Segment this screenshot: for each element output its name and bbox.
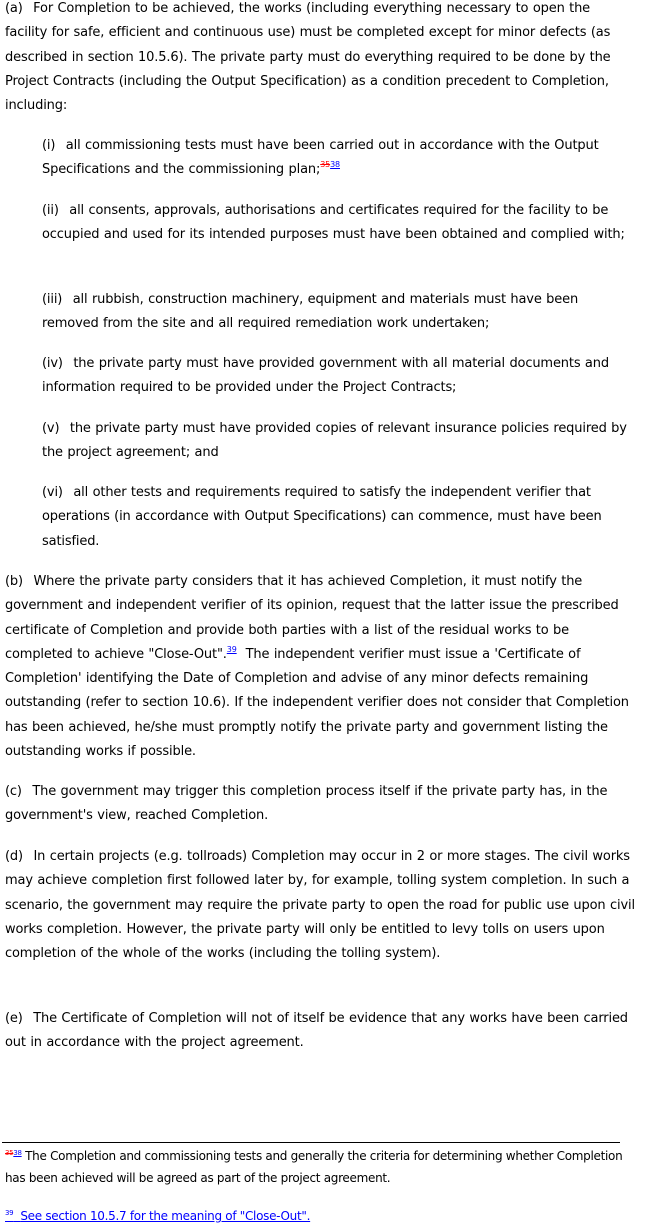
item-label: (v) [42,421,60,436]
paragraph-text: The government may trigger this completion process itself if the private party has, in the government's view, reached Completion. [5,784,608,824]
list-item-vi [42,481,637,554]
paragraph-a [5,0,635,118]
paragraph-text: In certain projects (e.g. tollroads) Completion may occur in 2 or more stages. The civil works may achieve completion first followed later by, for example, tolling system completion. In such a scenario, the government may require the private party to open the road for public use upon civil works completion. However, the private party will only be entitled to levy tolls on users upon completion of the whole of the works (including the tolling system). [5,849,635,962]
footnote-ref [320,160,340,169]
footnote-text: See section 10.5.7 for the meaning of "Close-Out". [20,1209,311,1223]
footnote-ref-link[interactable]: 38 [330,160,340,170]
paragraph-label: (d) [5,849,23,864]
footnote-text: The Completion and commissioning tests and generally the criteria for determining whether Completion has been achieved will be agreed as part of the project agreement. [5,1149,623,1185]
paragraph-label: (c) [5,784,22,799]
paragraph-text: Where the private party considers that it has achieved Completion, it must notify the government and independent verifier of its opinion, request that the latter issue the prescribed certificate of Completion and provide both parties with a list of the residual works to be completed to achieve "Close-Out". [5,574,619,662]
footnote-38 [5,1145,635,1189]
footnote-link[interactable] [5,1209,310,1223]
item-label: (ii) [42,203,59,218]
list-item-ii [42,199,637,248]
list-item-v [42,417,637,466]
item-label: (i) [42,138,56,153]
item-text: the private party must have provided copies of relevant insurance policies required by the project agreement; and [42,421,627,461]
item-text: all rubbish, construction machinery, equipment and materials must have been removed from the site and all required remediation work undertaken; [42,292,579,332]
paragraph-label: (a) [5,1,23,16]
footnote-number-link[interactable]: 38 [13,1149,22,1157]
item-text: all commissioning tests must have been carried out in accordance with the Output Specifications and the commissioning plan; [42,138,599,178]
paragraph-label: (b) [5,574,23,589]
item-label: (iv) [42,356,63,371]
item-label: (iii) [42,292,63,307]
paragraph-c [5,780,635,829]
footnote-number-deleted: 35 [5,1149,14,1157]
paragraph-d [5,845,635,966]
footnote-number: 39 [5,1209,14,1217]
paragraph-e [5,1007,635,1056]
item-label: (vi) [42,485,63,500]
footnote-ref-link[interactable]: 39 [226,644,237,654]
footnote-number [5,1149,22,1157]
footnote-ref [227,645,237,654]
item-text: all other tests and requirements required to satisfy the independent verifier that operations (in accordance with Output Specifications) can commence, must have been satisfied. [42,485,602,549]
item-text: the private party must have provided government with all material documents and information required to be provided under the Project Contracts; [42,356,609,396]
paragraph-text-continued: The independent verifier must issue a 'Certificate of Completion' identifying the Date of Completion and advise of any minor defects remaining outstanding (refer to section 10.6). If the independent verifier does not consider that Completion has been achieved, he/she must promptly notify the private party and government listing the outstanding works if possible. [5,646,629,760]
list-item-i [42,134,637,183]
list-item-iv [42,352,637,401]
list-item-iii [42,288,637,337]
paragraph-text: For Completion to be achieved, the works (including everything necessary to open the facility for safe, efficient and continuous use) must be completed except for minor defects (as described in section 10.5.6). The private party must do everything required to be done by the Project Contracts (including the Output Specification) as a condition precedent to Completion, including: [5,1,611,114]
paragraph-text: The Certificate of Completion will not of itself be evidence that any works have been carried out in accordance with the project agreement. [5,1011,628,1051]
paragraph-label: (e) [5,1011,23,1026]
item-text: all consents, approvals, authorisations and certificates required for the facility to be occupied and used for its intended purposes must have been obtained and complied with; [42,203,625,243]
footnote-separator [2,1142,620,1143]
paragraph-b [5,570,635,764]
footnote-ref-deleted: 35 [320,160,331,170]
footnote-39 [5,1205,635,1227]
